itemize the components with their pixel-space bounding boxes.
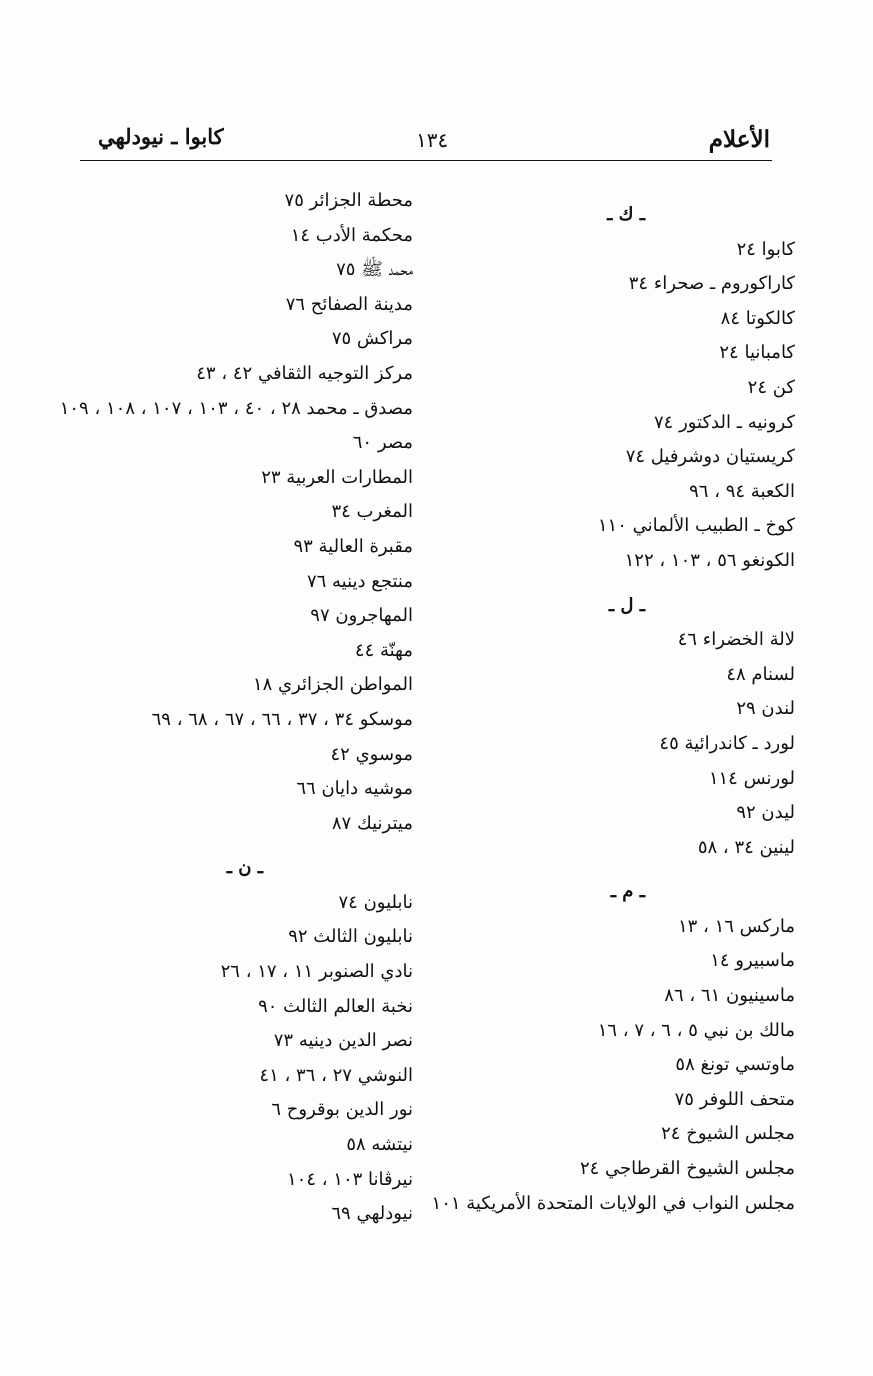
index-entry: نور الدين بوقروح ٦ [271,1099,413,1121]
index-entry: مصدق ـ محمد ٢٨ ، ٤٠ ، ١٠٣ ، ١٠٧ ، ١٠٨ ، ١٠٩ [59,397,413,419]
index-entry: الكعبة ٩٤ ، ٩٦ [689,480,795,502]
right-index-column [415,198,795,1221]
section-letter-heading: ـ ك ـ [607,204,645,225]
index-entry: مدينة الصفائح ٧٦ [285,293,413,315]
index-entry: مجلس الشيوخ القرطاجي ٢٤ [579,1158,795,1180]
index-entry: الكونغو ٥٦ ، ١٠٣ ، ١٢٢ [624,549,795,571]
index-entry: لورنس ١١٤ [708,767,795,789]
index-entry: لالة الخضراء ٤٦ [677,629,795,651]
index-entry: كوخ ـ الطبيب الألماني ١١٠ [597,515,795,537]
index-entry: مقبرة العالية ٩٣ [293,535,413,557]
header-section-title: الأعلام [708,126,770,153]
index-entry: ماوتسي تونغ ٥٨ [675,1054,795,1076]
index-entry: نيرڤانا ١٠٣ ، ١٠٤ [287,1168,413,1190]
index-entry: نادي الصنوبر ١١ ، ١٧ ، ٢٦ [220,961,413,983]
index-entry: المطارات العربية ٢٣ [261,466,413,488]
index-entry: لسنام ٤٨ [726,663,795,685]
index-entry: موشيه دايان ٦٦ [296,778,413,800]
index-entry: كالكوتا ٨٤ [720,307,795,329]
section-gap [53,841,413,851]
index-entry: كاراكوروم ـ صحراء ٣٤ [628,273,795,295]
section-gap [415,579,795,589]
index-entry: ماسينيون ٦١ ، ٨٦ [664,985,795,1007]
index-entry: المهاجرون ٩٧ [310,605,413,627]
index-entry: مصر ٦٠ [352,432,413,454]
index-entry: لينين ٣٤ ، ٥٨ [697,836,795,858]
index-entry: ماركس ١٦ ، ١٣ [677,915,795,937]
index-entry: نابليون الثالث ٩٢ [288,926,413,948]
index-entry: نيتشه ٥٨ [346,1134,413,1156]
index-entry: محكمة الأدب ١٤ [290,224,413,246]
page-number: ١٣٤ [416,128,449,152]
index-entry: نخبة العالم الثالث ٩٠ [258,995,413,1017]
section-letter-heading: ـ م ـ [610,881,645,903]
index-entry: النوشي ٢٧ ، ٣٦ ، ٤١ [259,1064,413,1086]
index-entry: محمد ﷺ ٧٥ [336,259,413,281]
index-entry: كرونيه ـ الدكتور ٧٤ [654,411,795,433]
index-entry: ماسبيرو ١٤ [710,950,795,972]
index-entry: مجلس الشيوخ ٢٤ [661,1123,795,1145]
index-entry: كامبانيا ٢٤ [719,342,795,364]
index-entry: كن ٢٤ [747,376,795,398]
index-entry: موسكو ٣٤ ، ٣٧ ، ٦٦ ، ٦٧ ، ٦٨ ، ٦٩ [151,708,413,730]
section-gap [415,865,795,875]
index-entry: المواطن الجزائري ١٨ [252,674,413,696]
index-entry: ليدن ٩٢ [736,802,795,824]
index-entry: مالك بن نبي ٥ ، ٦ ، ٧ ، ١٦ [597,1019,795,1041]
index-entry: كريستيان دوشرفيل ٧٤ [625,446,795,468]
index-entry: نابليون ٧٤ [338,891,413,913]
page-header [80,120,772,161]
index-entry: مجلس النواب في الولايات المتحدة الأمريكية ١٠١ [431,1192,795,1214]
index-entry: موسوي ٤٢ [330,743,413,765]
index-entry: المغرب ٣٤ [331,501,413,523]
index-entry: مركز التوجيه الثقافي ٤٢ ، ٤٣ [196,362,413,384]
index-entry: محطة الجزائر ٧٥ [284,190,413,211]
index-entry: كابوا ٢٤ [736,238,795,260]
index-entry: لندن ٢٩ [736,698,795,720]
index-entry: مهنّة ٤٤ [354,639,413,661]
index-entry: نيودلهي ٦٩ [331,1203,413,1225]
index-entry: نصر الدين دينيه ٧٣ [273,1030,413,1052]
section-letter-heading: ـ ل ـ [608,594,645,616]
left-index-column [53,184,413,1232]
section-letter-heading: ـ ن ـ [226,857,263,879]
index-entry: منتجع دينيه ٧٦ [306,570,413,592]
index-entry: ميترنيك ٨٧ [331,812,413,834]
index-entry: متحف اللوفر ٧٥ [674,1088,795,1110]
index-entry: لورد ـ كاندرائية ٤٥ [659,732,795,754]
header-range-title: كابوا ـ نيودلهي [98,124,224,149]
index-entry: مراكش ٧٥ [331,328,413,350]
